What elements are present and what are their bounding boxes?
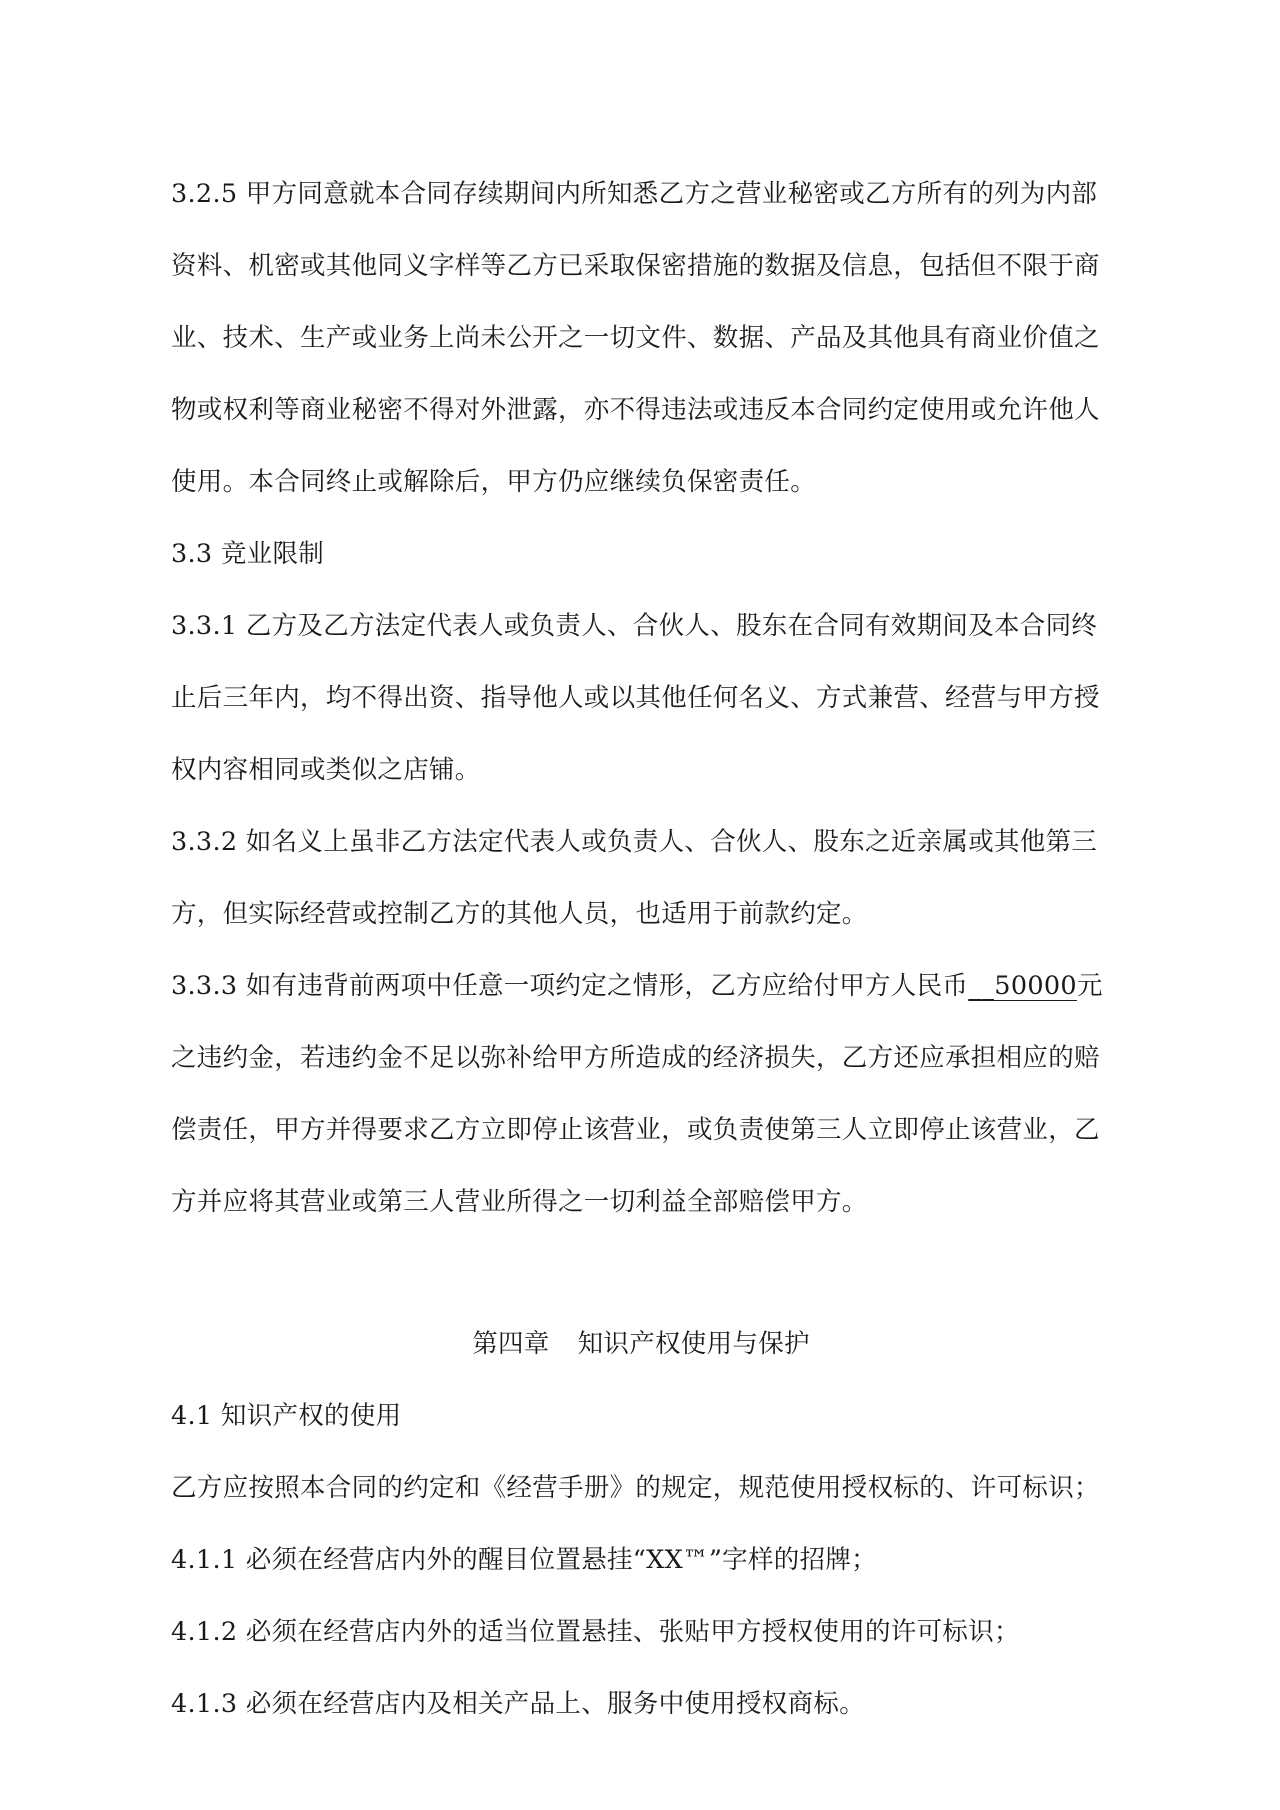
paragraph-4-1-intro: 乙方应按照本合同的约定和《经营手册》的规定，规范使用授权标的、许可标识； bbox=[171, 1473, 1100, 1503]
contract-page bbox=[171, 158, 1111, 1740]
chapter-title: 知识产权使用与保护 bbox=[577, 1329, 810, 1359]
clause-3-3-2: 3.3.2 如名义上虽非乙方法定代表人或负责人、合伙人、股东之近亲属或其他第三方，但实际经营或控制乙方的其他人员，也适用于前款约定。 bbox=[171, 827, 1098, 929]
clause-4-1-3: 4.1.3 必须在经营店内及相关产品上、服务中使用授权商标。 bbox=[171, 1689, 865, 1719]
clause-3-2-5: 3.2.5 甲方同意就本合同存续期间内所知悉乙方之营业秘密或乙方所有的列为内部资料、机密或其他同义字样等乙方已采取保密措施的数据及信息，包括但不限于商业、技术、生产或业务上尚未公开之一切文件、数据、产品及其他具有商业价值之物或权利等商业秘密不得对外泄露，亦不得违法或违反本合同约定使用或允许他人使用。本合同终止或解除后，甲方仍应继续负保密责任。 bbox=[171, 179, 1100, 497]
chapter-heading bbox=[171, 1308, 1111, 1380]
clause-3-3-3 bbox=[171, 950, 1111, 1238]
section-heading-4-1: 4.1 知识产权的使用 bbox=[171, 1401, 402, 1431]
section-heading-3-3: 3.3 竞业限制 bbox=[171, 539, 325, 569]
clause-3-3-3-text-before: 3.3.3 如有违背前两项中任意一项约定之情形，乙方应给付甲方人民币 bbox=[171, 971, 969, 1001]
clause-3-3-3-text-after: 元之违约金，若违约金不足以弥补给甲方所造成的经济损失，乙方还应承担相应的赔偿责任，甲方并得要求乙方立即停止该营业，或负责使第三人立即停止该营业，乙方并应将其营业或第三人营业所得之一切利益全部赔偿甲方。 bbox=[171, 971, 1103, 1217]
clause-3-3-1: 3.3.1 乙方及乙方法定代表人或负责人、合伙人、股东在合同有效期间及本合同终止后三年内，均不得出资、指导他人或以其他任何名义、方式兼营、经营与甲方授权内容相同或类似之店铺。 bbox=[171, 611, 1100, 785]
clause-4-1-2: 4.1.2 必须在经营店内外的适当位置悬挂、张贴甲方授权使用的许可标识； bbox=[171, 1617, 1020, 1647]
chapter-number: 第四章 bbox=[472, 1329, 550, 1359]
penalty-amount: __50000 bbox=[968, 971, 1077, 1001]
clause-4-1-1: 4.1.1 必须在经营店内外的醒目位置悬挂“XX™”字样的招牌； bbox=[171, 1545, 877, 1575]
